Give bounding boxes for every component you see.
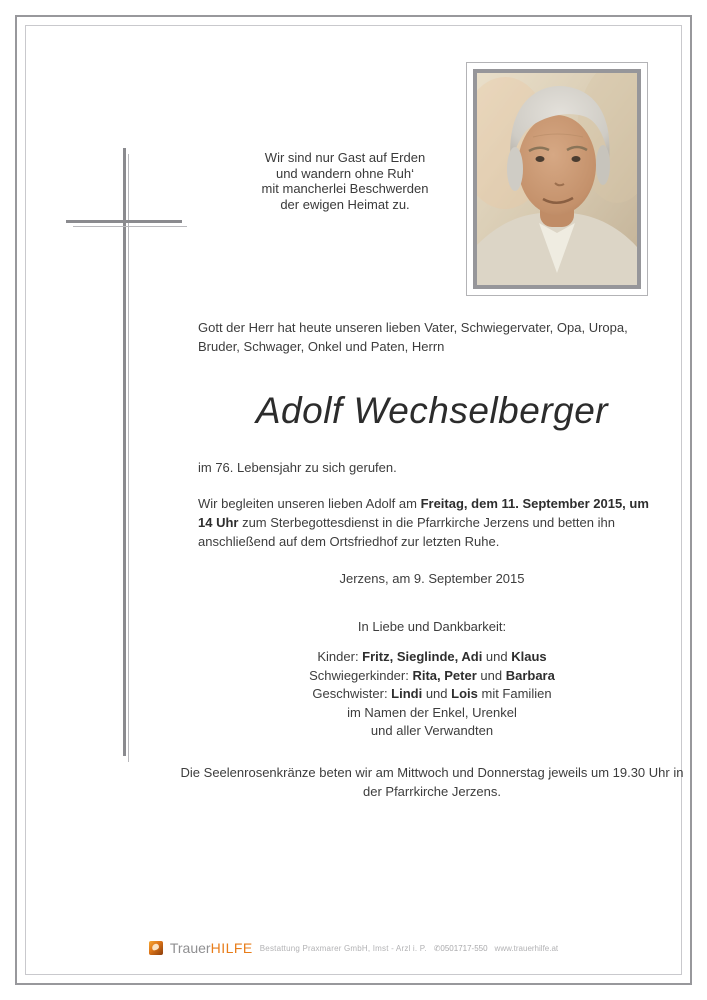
phone-number: ✆0501717-550	[433, 943, 488, 953]
portrait-illustration	[477, 73, 637, 285]
funeral-paragraph	[198, 494, 666, 551]
funeral-home-footer	[25, 941, 682, 955]
phone-icon: ✆	[433, 943, 441, 953]
poem-line: und wandern ohne Ruh‘	[275, 165, 415, 181]
age-line: im 76. Lebensjahr zu sich gerufen.	[198, 460, 397, 475]
company-info: Bestattung Praxmarer GmbH, Imst - Arzl i. P.	[259, 943, 427, 953]
rosary-note: Die Seelenrosenkränze beten wir am Mittwoch und Donnerstag jeweils um 19.30 Uhr in der Pfarrkirche Jerzens.	[180, 765, 684, 799]
poem-line: mit mancherlei Beschwerden	[261, 181, 429, 196]
trauerhilfe-logo-icon	[149, 941, 163, 955]
trauerhilfe-brand: TrauerHILFE	[169, 940, 253, 956]
cross-vertical-bar	[123, 148, 126, 756]
portrait-photo	[473, 69, 641, 289]
deceased-name: Adolf Wechselberger	[255, 390, 609, 431]
funeral-text-pre: Wir begleiten unseren lieben Adolf am	[198, 496, 421, 511]
family-line-children-in-law: Schwiegerkinder: Rita, Peter und Barbara	[309, 667, 555, 683]
poem-verse	[225, 150, 465, 212]
gratitude-line: In Liebe und Dankbarkeit:	[357, 619, 507, 634]
family-line-relatives: und aller Verwandten	[370, 723, 494, 738]
family-line-children: Kinder: Fritz, Sieglinde, Adi und Klaus	[317, 649, 547, 664]
family-list	[198, 648, 666, 741]
cross-horizontal-shadow	[73, 226, 187, 227]
funeral-datetime: Freitag, dem 11. September 2015, um 14 Uhr	[198, 496, 649, 530]
family-line-grandchildren: im Namen der Enkel, Urenkel	[347, 704, 517, 720]
poem-line: der ewigen Heimat zu.	[280, 196, 410, 212]
poem-line: Wir sind nur Gast auf Erden	[264, 150, 426, 165]
website-link: www.trauerhilfe.at	[494, 943, 559, 953]
funeral-text-post: zum Sterbegottesdienst in die Pfarrkirche Jerzens und betten ihn anschließend auf dem Ortsfriedhof zur letzten Ruhe.	[198, 515, 615, 549]
cross-horizontal-bar	[66, 220, 182, 223]
portrait-photo-frame	[466, 62, 648, 296]
cross-vertical-shadow	[128, 154, 129, 762]
place-date-line: Jerzens, am 9. September 2015	[339, 571, 525, 586]
intro-text: Gott der Herr hat heute unseren lieben Vater, Schwiegervater, Opa, Uropa, Bruder, Schwager, Onkel und Paten, Herrn	[198, 320, 628, 354]
family-line-siblings: Geschwister: Lindi und Lois mit Familien	[312, 686, 552, 701]
